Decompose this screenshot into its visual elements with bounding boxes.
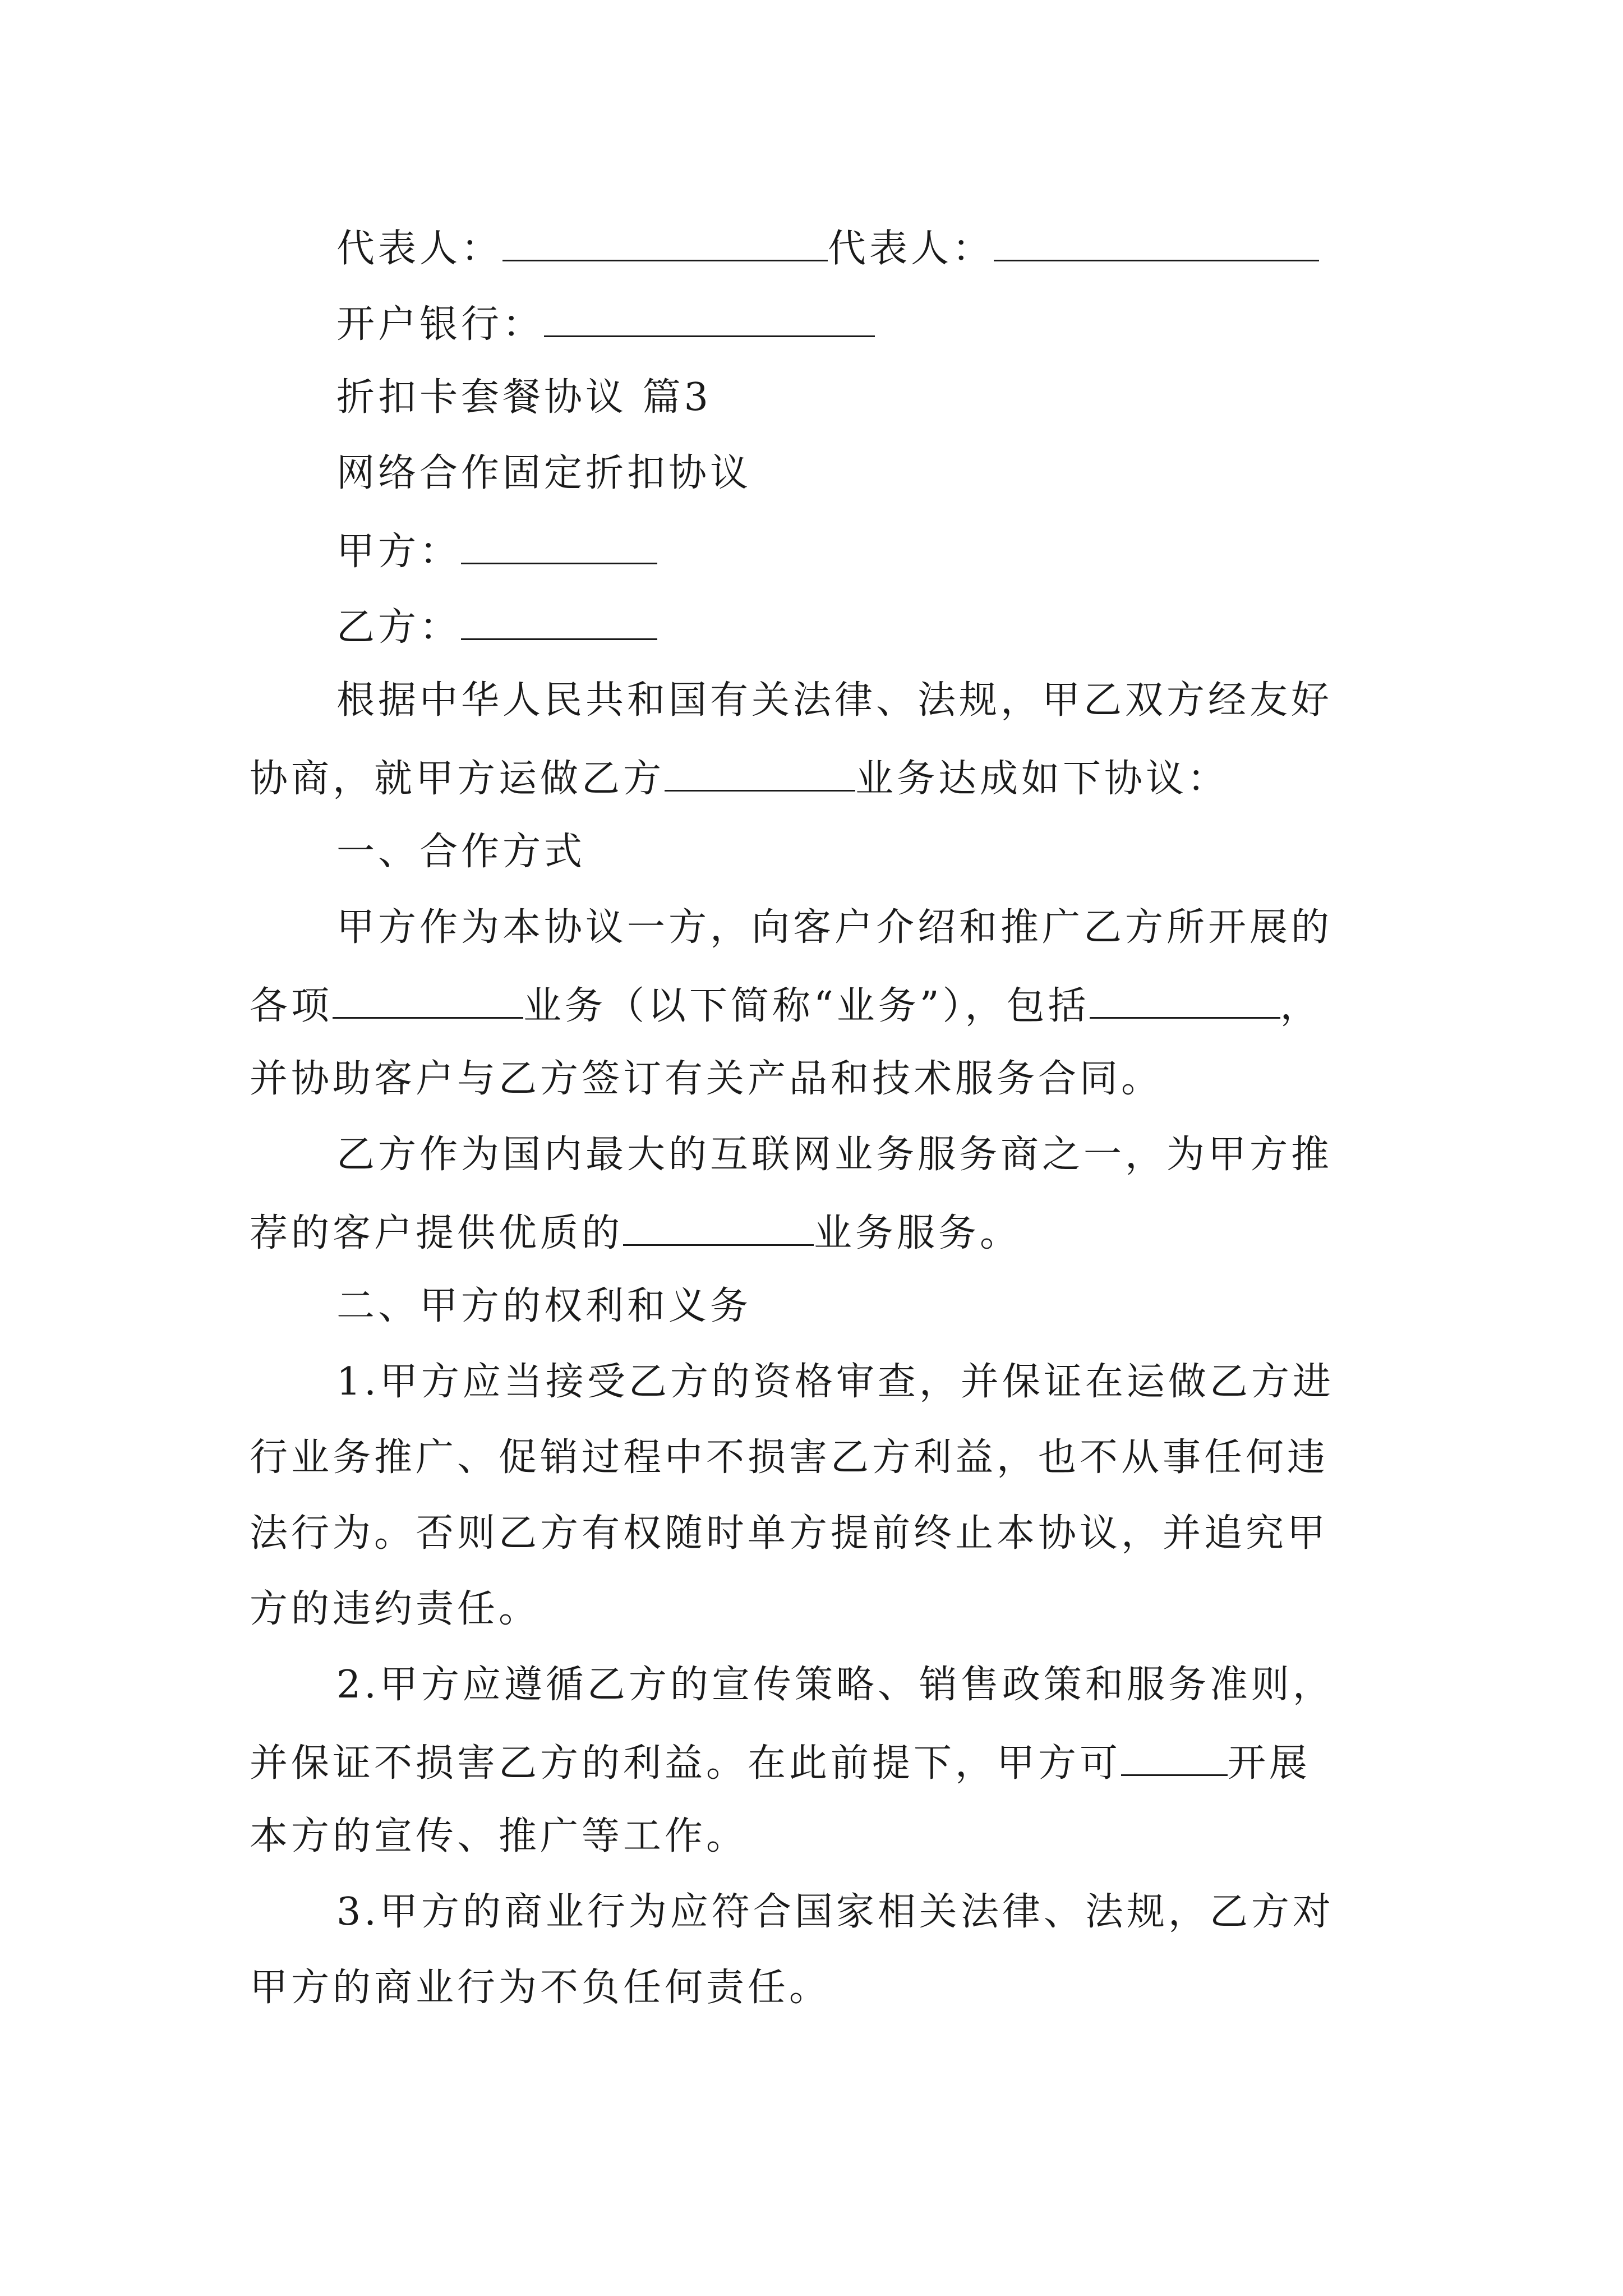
document-title: 网络合作固定折扣协议 <box>336 451 752 495</box>
clause1-line-2: 行业务推广、促销过程中不损害乙方利益，也不从事任何违 <box>250 1435 1329 1480</box>
p1-text-b: 业务（以下简称“业务”），包括 <box>523 984 1090 1028</box>
bank-row <box>336 302 875 347</box>
p2-text-a: 荐的客户提供优质的 <box>250 1211 624 1255</box>
heading-rights: 二、甲方的权利和义务 <box>336 1284 752 1328</box>
party-a-blank <box>461 530 657 564</box>
intro-text-b: 业务达成如下协议： <box>855 757 1229 801</box>
intro-text-a: 协商，就甲方运做乙方 <box>250 757 665 801</box>
section-heading: 折扣卡套餐协议 篇3 <box>336 375 712 420</box>
p1-text-a: 各项 <box>250 984 333 1028</box>
clause1-line-3: 法行为。否则乙方有权随时单方提前终止本协议，并追究甲 <box>250 1511 1329 1556</box>
clause2-line-1: 2.甲方应遵循乙方的宣传策略、销售政策和服务准则， <box>336 1663 1334 1707</box>
clause3-line-2: 甲方的商业行为不负任何责任。 <box>250 1966 831 2010</box>
p2-text-b: 业务服务。 <box>814 1211 1022 1255</box>
business-blank-3 <box>1090 984 1280 1019</box>
representative-a-blank <box>502 227 828 261</box>
representative-label-a: 代表人： <box>336 227 503 271</box>
party-b-row <box>336 605 657 650</box>
p1-line-1: 甲方作为本协议一方，向客户介绍和推广乙方所开展的 <box>336 905 1333 950</box>
clause2-line-3: 本方的宣传、推广等工作。 <box>250 1814 748 1858</box>
heading-cooperation: 一、合作方式 <box>336 830 586 874</box>
party-a-label: 甲方： <box>336 530 462 574</box>
p2-line-2 <box>250 1212 1021 1253</box>
party-b-label: 乙方： <box>336 605 462 650</box>
representative-b-blank <box>994 227 1319 261</box>
clause2-text-b: 开展 <box>1228 1741 1311 1786</box>
clause1-line-4: 方的违约责任。 <box>250 1587 541 1631</box>
bank-blank <box>544 303 875 337</box>
party-a-row <box>336 530 657 574</box>
intro-line-1: 根据中华人民共和国有关法律、法规，甲乙双方经友好 <box>336 678 1333 723</box>
business-blank-4 <box>623 1212 814 1246</box>
clause2-text-a: 并保证不损害乙方的利益。在此前提下，甲方可 <box>250 1741 1122 1786</box>
business-blank-1 <box>665 757 855 792</box>
method-blank <box>1121 1742 1228 1776</box>
business-blank-2 <box>333 984 523 1019</box>
intro-line-2 <box>250 757 1229 801</box>
party-b-blank <box>461 606 657 640</box>
p1-line-2 <box>250 984 1322 1028</box>
clause1-line-1: 1.甲方应当接受乙方的资格审查，并保证在运做乙方进 <box>336 1360 1334 1404</box>
p1-text-c: ， <box>1280 984 1322 1028</box>
signature-row <box>336 227 1319 271</box>
representative-label-b: 代表人： <box>828 227 994 271</box>
p2-line-1: 乙方作为国内最大的互联网业务服务商之一，为甲方推 <box>336 1133 1333 1177</box>
p1-line-3: 并协助客户与乙方签订有关产品和技术服务合同。 <box>250 1057 1163 1101</box>
bank-label: 开户银行： <box>336 302 545 347</box>
clause3-line-1: 3.甲方的商业行为应符合国家相关法律、法规，乙方对 <box>336 1890 1334 1934</box>
clause2-line-2 <box>250 1741 1311 1786</box>
